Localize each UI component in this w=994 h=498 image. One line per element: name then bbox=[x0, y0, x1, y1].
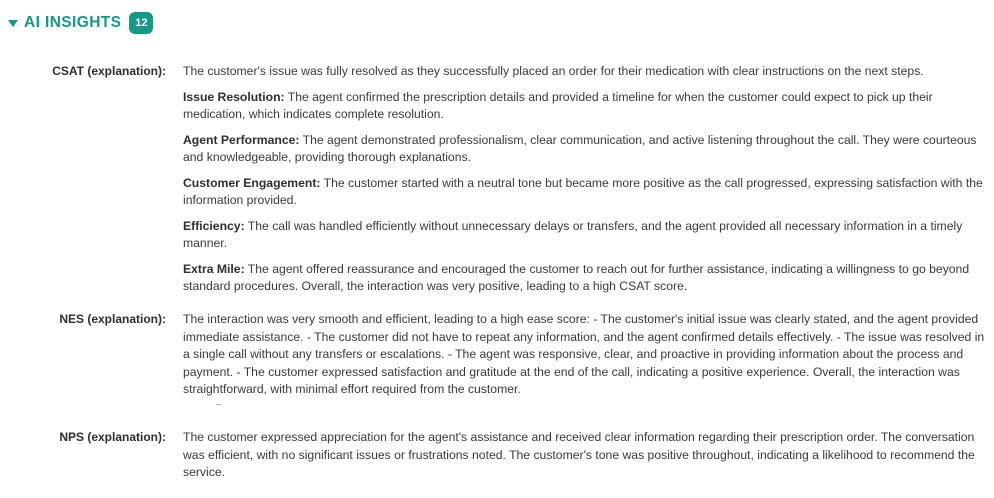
csat-point-heading: Agent Performance: bbox=[183, 132, 300, 147]
csat-point-text: The agent confirmed the prescription details and provided a timeline for when the customer could expect to pick up their medication, which indicates complete resolution. bbox=[183, 89, 933, 121]
csat-point-heading: Issue Resolution: bbox=[183, 89, 285, 104]
csat-point-text: The customer started with a neutral tone but became more positive as the call progressed, expressing satisfaction with the information provided. bbox=[183, 175, 983, 207]
csat-point-heading: Extra Mile: bbox=[183, 261, 245, 276]
csat-point-text: The agent demonstrated professionalism, clear communication, and active listening throughout the call. They were courteous and knowledgeable, providing thorough explanations. bbox=[183, 132, 977, 164]
ai-insights-header[interactable] bbox=[8, 10, 153, 36]
nps-label: NPS (explanation): bbox=[59, 430, 166, 444]
insights-count-badge: 12 bbox=[129, 12, 153, 34]
nes-explanation: The interaction was very smooth and efficient, leading to a high ease score: - The customer's initial issue was clearly stated, and the agent provided immediate assistance. - The customer did not have to repeat any information, and the agent confirmed details effectively. - The issue was resolved in a single call without any transfers or escalations. - The agent was responsive, clear, and proactive in providing information about the process and payment. - The customer expressed satisfaction and gratitude at the end of the call, indicating a positive experience. Overall, the interaction was straightforward, with minimal effort required from the customer. bbox=[183, 312, 985, 396]
csat-point-text: The call was handled efficiently without unnecessary delays or transfers, and the agent provided all necessary information in a timely manner. bbox=[183, 218, 963, 250]
csat-point bbox=[183, 175, 985, 210]
csat-summary: The customer's issue was fully resolved as they successfully placed an order for their medication with clear instructions on the next steps. bbox=[183, 64, 924, 78]
nes-label: NES (explanation): bbox=[59, 312, 166, 326]
csat-point-heading: Efficiency: bbox=[183, 218, 245, 233]
csat-point bbox=[183, 218, 985, 253]
csat-point-text: The agent offered reassurance and encouraged the customer to reach out for further assistance, indicating a willingness to go beyond standard procedures. Overall, the interaction was very positive, leading to a high CSAT score. bbox=[183, 261, 970, 293]
nps-explanation: The customer expressed appreciation for the agent's assistance and received clear information regarding their prescription order. The conversation was efficient, with no significant issues or frustrations noted. The customer's tone was positive throughout, indicating a likelihood to recommend the service. bbox=[183, 430, 975, 479]
caret-down-icon[interactable] bbox=[8, 20, 18, 27]
stray-mark: ~ bbox=[216, 400, 222, 411]
csat-explanation bbox=[183, 63, 985, 296]
csat-point bbox=[183, 132, 985, 167]
csat-point bbox=[183, 89, 985, 124]
section-title: AI INSIGHTS bbox=[24, 14, 122, 31]
csat-point bbox=[183, 261, 985, 296]
csat-point-heading: Customer Engagement: bbox=[183, 175, 321, 190]
csat-label: CSAT (explanation): bbox=[52, 64, 166, 78]
